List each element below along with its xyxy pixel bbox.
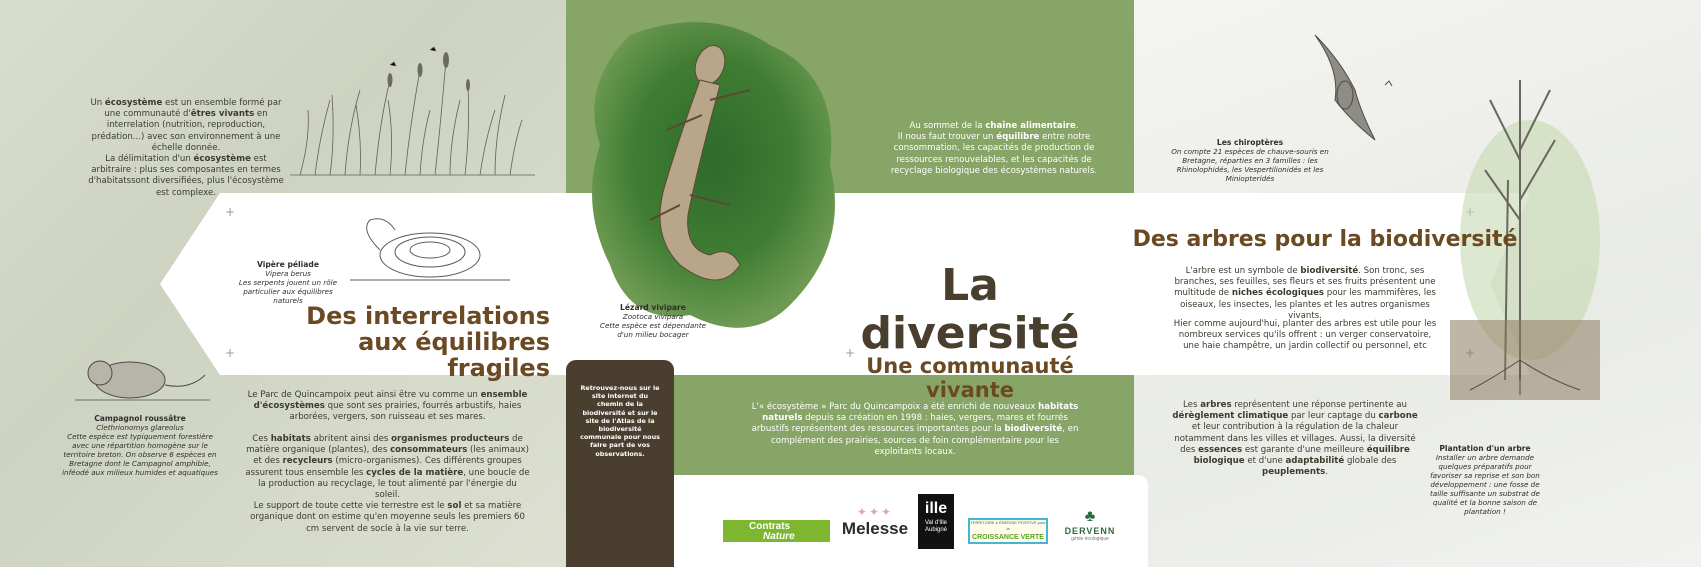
highlighted-term: équilibre [996, 132, 1040, 143]
text-run: depuis sa création en 1998 : haies, vergers, mares et fourrés arbustifs représentent des ressources importantes pour la [751, 413, 1068, 435]
highlighted-term: sol [447, 501, 462, 512]
park-habitats-text [750, 402, 1080, 458]
highlighted-term: ensemble d'écosystèmes [253, 390, 528, 412]
melesse-logo: ✦✦✦ Melesse [841, 505, 909, 538]
vole-illustration [75, 345, 215, 410]
text-run: L'« écosystème » Parc du Quincampoix a été enrichi de nouveaux [751, 402, 1039, 412]
viper-latin-name: Vipera berus [265, 269, 311, 278]
text-run: , une boucle de la production au recyclage, le tout alimenté par l'énergie du soleil. [258, 467, 530, 501]
dervenn-tree-icon: ♣ [1084, 508, 1096, 525]
viper-description: Les serpents jouent un rôle particulier aux équilibres naturels [238, 278, 338, 305]
text-run: que sont ses prairies, fourrés arbustifs, haies arborées, vergers, son ruisseau et ses mares. [289, 401, 522, 423]
highlighted-term: essences [1198, 444, 1243, 455]
text-run: , en complément des prairies, sources de foin complémentaire pour les exploitants locaux. [770, 424, 1079, 457]
main-title-block [830, 262, 1110, 402]
tree-biodiversity-text [1170, 266, 1440, 322]
highlighted-term: biodiversité [1004, 424, 1063, 435]
text-run: Au sommet de la [909, 121, 986, 131]
planting-description: Installer un arbre demande quelques préparatifs pour favoriser sa reprise et son bon développement : une fosse de taille suffisante un substrat de qualité et la bonne saison de plantation ! [1430, 453, 1540, 516]
text-run: . [1325, 467, 1328, 478]
highlighted-term: équilibre biologique [1193, 444, 1410, 467]
highlighted-term: recycleurs [282, 456, 333, 467]
lizard-name: Lézard vivipare [620, 303, 686, 312]
text-run: globale des [1344, 456, 1397, 467]
highlighted-term: consommateurs [390, 445, 468, 456]
text-run: et sa matière organique dont on estime qu'en moyenne seuls les premiers 60 cm servent de socle à la vie sur terre. [250, 501, 525, 534]
highlighted-term: organismes producteurs [391, 434, 510, 444]
text-run: (micro-organismes). Ces différents groupes assurent tous ensemble les [245, 456, 522, 478]
viper-illustration [350, 210, 520, 290]
highlighted-term: chaîne alimentaire [985, 121, 1076, 131]
text-run: (les animaux) et des [253, 445, 529, 467]
croissance-verte-logo: TERRITOIRE à ÉNERGIE POSITIVE pour la CROISSANCE VERTE [968, 518, 1048, 544]
highlighted-term: êtres vivants [190, 109, 255, 120]
text-run: représentent une réponse pertinente au [1231, 400, 1407, 410]
grass-illustration [290, 40, 540, 180]
text-run: entre notre consommation, les capacités de production de ressources renouvelables, et les capacités de recyclage biologique des écosystèmes naturels. [890, 132, 1098, 176]
food-chain-text [878, 121, 1110, 177]
bat-caption [1170, 138, 1330, 183]
lizard-caption [598, 303, 708, 339]
highlighted-term: biodiversité [1300, 266, 1359, 276]
text-run: Ces [252, 434, 271, 444]
text-run: . Son tronc, ses branches, ses feuilles, ses fleurs et ses fruits présentent une multitude de [1174, 266, 1436, 299]
vole-description: Cette espèce est typiquement forestière avec une répartition homogène sur le territoire breton. On observe 6 espèces en Bretagne dont le Campagnol amphibie, inféodé aux milieux humides et aquatiques [62, 432, 218, 477]
crosshair-mark: + [225, 346, 236, 360]
highlighted-term: arbres [1200, 400, 1232, 410]
interrelations-title-line1: Des interrelations [306, 302, 550, 330]
highlighted-term: habitats naturels [762, 402, 1079, 424]
crosshair-mark: + [225, 205, 236, 219]
text-run: L'arbre est un symbole de [1185, 266, 1301, 276]
highlighted-term: adaptabilité [1285, 456, 1345, 467]
text-run: Il nous faut trouver un [897, 132, 997, 143]
highlighted-term: habitats [270, 434, 311, 444]
planting-name: Plantation d'un arbre [1439, 444, 1531, 453]
dervenn-logo: ♣ DERVENN génie écologique [1060, 508, 1120, 542]
interrelations-title [270, 303, 550, 381]
website-note-text: Retrouvez-nous sur le site internet du chemin de la biodiversité et sur le site de l'Atlas de la biodiversité communale pour nous faire part de vos observations. [580, 384, 660, 458]
text-run: et d'une [1244, 456, 1286, 467]
bat-description: On compte 21 espèces de chauve-souris en Bretagne, réparties en 3 familles : les Rhinolophidés, les Vespertilionidés et les Miniopteridés [1171, 147, 1329, 183]
lizard-illustration [570, 15, 860, 345]
habitat-text-2 [245, 434, 530, 535]
viper-caption [228, 260, 348, 305]
crosshair-mark: + [845, 346, 856, 360]
highlighted-term: écosystème [104, 98, 163, 108]
vole-caption [60, 414, 220, 477]
lizard-description: Cette espèce est dépendante d'un milieu bocager [599, 321, 707, 339]
text-run: par leur captage du [1288, 411, 1379, 422]
val-ille-aubigne-logo: ille Val d'Ille Aubigné [918, 494, 954, 549]
text-run: Le support de toute cette vie terrestre est le [253, 501, 448, 512]
interrelations-title-line2: aux équilibres fragiles [358, 328, 550, 382]
main-subtitle: Une communauté vivante [866, 354, 1074, 402]
highlighted-term: cycles de la matière [366, 467, 464, 478]
text-run: est garante d'une meilleure [1242, 444, 1367, 455]
vole-name: Campagnol roussâtre [94, 414, 186, 423]
text-run: est un ensemble formé par une communauté d' [104, 98, 282, 120]
website-note-box [566, 360, 674, 567]
main-title: La diversité [860, 260, 1080, 359]
highlighted-term: écosystème [193, 154, 251, 165]
habitat-text-1 [245, 390, 530, 424]
climate-text [1170, 400, 1420, 478]
text-run: pour les mammifères, les oiseaux, les insectes, les plantes et les autres organismes vivants. [1180, 288, 1436, 321]
tree-services-text: Hier comme aujourd'hui, planter des arbres est utile pour les nombreux services qu'ils offrent : un verger conservatoire, une haie champêtre, un jardin collectif ou personnel, etc [1173, 319, 1437, 352]
text-run: Les [1183, 400, 1201, 410]
highlighted-term: niches écologiques [1231, 288, 1325, 299]
text-run: Le Parc de Quincampoix peut ainsi être vu comme un [247, 390, 481, 400]
highlighted-term: dérèglement climatique [1172, 411, 1289, 422]
bat-name: Les chiroptères [1216, 138, 1284, 147]
ecosystem-definition-text [86, 98, 286, 199]
text-run: et leur contribution à la régulation de la chaleur notamment dans les villes et villages. Aussi, la diversité des [1174, 422, 1416, 455]
highlighted-term: peuplements [1262, 467, 1326, 478]
text-run: . [1075, 121, 1079, 131]
text-run: en interrelation (nutrition, reproduction, prédation...) avec son environnement à une échelle donnée. [91, 109, 281, 153]
text-run: Un [90, 98, 105, 108]
lizard-latin-name: Zootoca vivipara [622, 312, 684, 321]
trees-title: Des arbres pour la biodiversité [1132, 227, 1518, 252]
vole-latin-name: Clethrionomys glareolus [96, 423, 184, 432]
viper-name: Vipère péliade [257, 260, 319, 269]
bat-illustration [1300, 30, 1400, 150]
highlighted-term: carbone [1378, 411, 1418, 422]
text-run: La délimitation d'un [105, 154, 194, 165]
text-run: est arbitraire : plus ses composantes en termes d'habitatssont diversifiées, plus l'écosystème est complexe. [88, 154, 284, 198]
text-run: de matière organique (plantes), des [246, 434, 523, 456]
planting-caption [1430, 444, 1540, 516]
text-run: abritent ainsi des [310, 434, 392, 444]
contrats-nature-logo: Contrats Nature [723, 520, 830, 542]
